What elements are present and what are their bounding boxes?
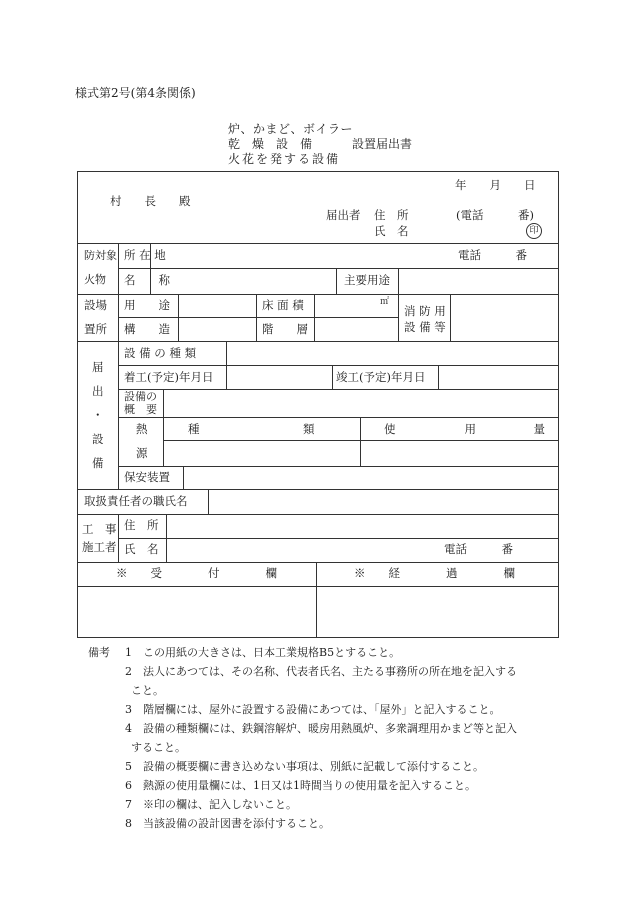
- seal-mark: 印: [526, 223, 542, 239]
- title-suffix: 設置届出書: [352, 137, 413, 151]
- manager-label: 取扱責任者の職氏名: [84, 494, 188, 508]
- completion-date-label: 竣工(予定)年月日: [336, 370, 426, 384]
- target-phone-label: 電話 番: [458, 248, 527, 262]
- kind-label: 種 類: [188, 422, 315, 436]
- remark-item: 8 当該設備の設計図書を添付すること。: [125, 817, 330, 830]
- remark-item: すること。: [131, 741, 186, 754]
- start-date-label: 着工(予定)年月日: [124, 370, 214, 384]
- main-use-label: 主要用途: [344, 273, 390, 287]
- floor-label: 階 層: [262, 322, 308, 336]
- target-name-label: 名 称: [124, 273, 170, 287]
- title-line-3: 火花を発する設備: [228, 152, 341, 166]
- date-label: 年 月 日: [455, 178, 536, 192]
- place-section-label-2: 置所: [84, 322, 107, 336]
- notifier-name-label: 氏 名: [374, 224, 409, 238]
- contractor-phone-label: 電話 番: [444, 542, 513, 556]
- remark-item: 2 法人にあつては、その名称、代表者氏名、主たる事務所の所在地を記入する: [125, 665, 517, 678]
- fire-equipment-label-1: 消 防 用: [404, 304, 446, 318]
- notifier-phone-label: (電話 番): [456, 208, 534, 222]
- progress-column-label: ※ 経 過 欄: [354, 566, 515, 580]
- equipment-type-label: 設 備 の 種 類: [124, 346, 197, 360]
- heat-label-1: 熱: [136, 422, 148, 436]
- form-number: 様式第2号(第4条関係): [75, 86, 196, 100]
- title-line-2: 乾 燥 設 備: [228, 137, 313, 151]
- remark-item: 7 ※印の欄は、記入しないこと。: [125, 798, 297, 811]
- remark-item: 3 階層欄には、屋外に設置する設備にあつては、「屋外」と記入すること。: [125, 703, 501, 716]
- contractor-name-label: 氏 名: [124, 542, 159, 556]
- structure-label: 構 造: [124, 322, 170, 336]
- floor-area-label: 床 面 積: [262, 298, 304, 312]
- remark-item: 5 設備の概要欄に書き込めない事項は、別紙に記載して添付すること。: [125, 760, 484, 773]
- remark-item: 1 この用紙の大きさは、日本工業規格B5とすること。: [125, 646, 401, 659]
- notification-section-char-3: ・: [92, 408, 104, 422]
- fire-equipment-label-2: 設 備 等: [404, 320, 446, 334]
- target-section-label-1: 防対象: [84, 249, 117, 262]
- notification-section-char-5: 備: [92, 456, 104, 470]
- safety-device-label: 保安装置: [124, 470, 170, 484]
- contractor-address-label: 住 所: [124, 518, 159, 532]
- remark-item: 6 熱源の使用量欄には、1日又は1時間当りの使用量を記入すること。: [125, 779, 476, 792]
- heat-label-2: 源: [136, 446, 148, 460]
- title-line-1: 炉、かまど、ボイラー: [228, 122, 354, 136]
- location-label: 所 在 地: [124, 248, 166, 262]
- place-use-label: 用 途: [124, 298, 170, 312]
- remark-item: 4 設備の種類欄には、鉄鋼溶解炉、暖房用熱風炉、多衆調理用かまど等と記入: [125, 722, 517, 735]
- place-section-label-1: 設場: [84, 298, 107, 312]
- overview-label-1: 設備の: [124, 390, 157, 403]
- usage-label: 使 用 量: [384, 422, 545, 436]
- receipt-column-label: ※ 受 付 欄: [116, 566, 277, 580]
- area-unit: ㎡: [380, 297, 390, 307]
- contractor-section-label-1: 工 事: [82, 522, 117, 536]
- remark-item: こと。: [131, 684, 164, 697]
- recipient-label: 村 長 殿: [110, 194, 191, 208]
- remarks-heading: 備考: [88, 646, 110, 659]
- overview-label-2: 概 要: [124, 403, 157, 416]
- notifier-label: 届出者: [326, 208, 361, 222]
- target-section-label-2: 火物: [84, 273, 106, 286]
- notification-form-table: [77, 171, 559, 638]
- notification-section-char-2: 出: [92, 384, 104, 398]
- notification-section-char-1: 届: [92, 360, 104, 374]
- notification-section-char-4: 設: [92, 432, 104, 446]
- notifier-address-label: 住 所: [374, 208, 409, 222]
- contractor-section-label-2: 施工者: [82, 540, 117, 554]
